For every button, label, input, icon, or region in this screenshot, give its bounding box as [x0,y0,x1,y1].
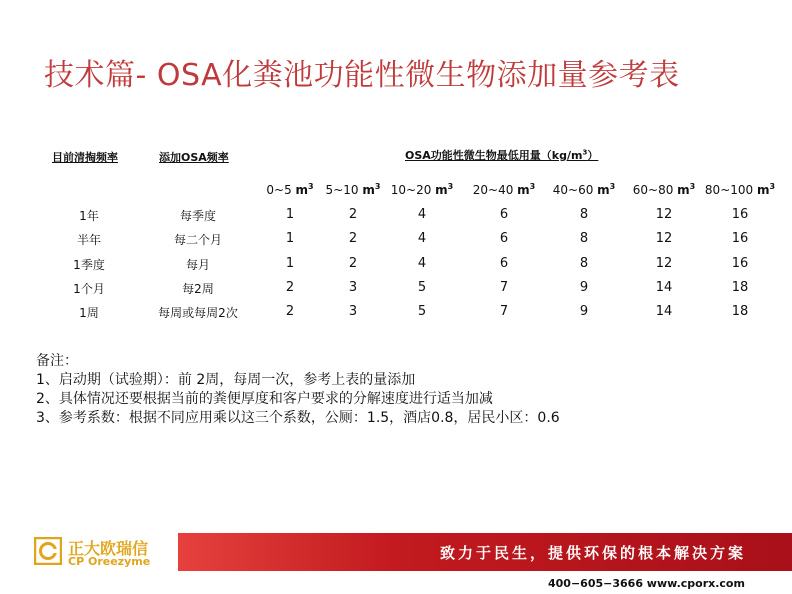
table-cell: 6 [499,207,509,222]
table-cell: 7 [499,280,509,295]
note-item-3: 3、参考系数：根据不同应用乘以这三个系数，公厕：1.5，酒店0.8，居民小区：0.6 [36,410,560,426]
table-cell: 8 [579,207,589,222]
column-header-4 [473,182,536,197]
column-range: 5~10 [325,183,359,197]
row-clean-frequency: 1季度 [73,258,105,272]
table-cell: 7 [499,304,509,319]
table-cell: 3 [348,280,358,295]
table-cell: 12 [655,231,673,246]
header-min-dosage [405,147,598,163]
header-clean-frequency: 目前清掏频率 [52,151,118,164]
row-clean-frequency: 1个月 [73,282,105,296]
row-add-frequency: 每周或每周2次 [158,306,238,320]
column-unit: m [756,183,770,197]
table-cell: 2 [348,207,358,222]
table-cell: 3 [348,304,358,319]
column-unit: m [677,183,690,197]
row-add-frequency: 每季度 [179,209,217,223]
notes-section [36,352,560,428]
header-min-dosage-close: ） [587,149,599,162]
column-unit-sup: 3 [769,182,776,191]
column-range: 0~5 [266,183,292,197]
table-cell: 1 [285,207,295,222]
notes-heading: 备注： [36,353,78,369]
table-cell: 5 [417,280,427,295]
column-unit-sup: 3 [308,182,314,191]
column-range: 10~20 [390,183,432,197]
table-cell: 4 [417,256,427,271]
column-unit: m [597,183,610,197]
row-clean-frequency: 1年 [79,209,99,223]
row-clean-frequency: 1周 [79,306,99,320]
table-cell: 16 [731,207,749,222]
row-add-frequency: 每2周 [182,282,214,296]
column-header-1 [266,182,313,197]
header-min-dosage-text: OSA功能性微生物最低用量（kg/m [405,149,583,162]
table-cell: 12 [655,207,673,222]
row-clean-frequency: 半年 [76,233,102,247]
table-cell: 18 [731,280,749,295]
table-cell: 2 [348,231,358,246]
column-unit: m [435,183,448,197]
column-range: 20~40 [472,183,514,197]
footer-banner [178,533,792,571]
column-unit: m [362,183,375,197]
table-cell: 16 [731,256,749,271]
table-cell: 4 [417,207,427,222]
column-header-6 [633,182,696,197]
table-cell: 9 [579,280,589,295]
table-cell: 9 [579,304,589,319]
table-cell: 1 [285,256,295,271]
company-name-en: CP Oreezyme [68,555,151,568]
company-name-cn: 正大欧瑞信 [68,539,149,558]
table-cell: 14 [655,304,673,319]
table-cell: 2 [285,304,295,319]
table-cell: 2 [285,280,295,295]
table-cell: 16 [731,231,749,246]
column-unit: m [517,183,530,197]
table-cell: 14 [655,280,673,295]
table-cell: 12 [655,256,673,271]
table-cell: 18 [731,304,749,319]
column-unit-sup: 3 [529,182,536,191]
row-add-frequency: 每月 [185,258,211,272]
column-unit-sup: 3 [609,182,616,191]
slide-title: 技术篇- OSA化粪池功能性微生物添加量参考表 [44,58,680,93]
column-header-7 [705,182,775,197]
note-item-2: 2、具体情况还要根据当前的粪便厚度和客户要求的分解速度进行适当加减 [36,391,493,407]
column-header-2 [326,182,381,197]
note-item-1: 1、启动期（试验期）：前 2周，每周一次，参考上表的量添加 [36,372,416,388]
header-min-dosage-sup: 3 [582,148,588,157]
column-range: 60~80 [632,183,674,197]
column-unit-sup: 3 [689,182,696,191]
footer-slogan: 致力于民生，提供环保的根本解决方案 [439,544,746,562]
column-unit: m [295,183,309,197]
header-add-frequency: 添加OSA频率 [159,151,229,164]
column-unit-sup: 3 [374,182,381,191]
table-cell: 1 [285,231,295,246]
table-cell: 5 [417,304,427,319]
table-cell: 4 [417,231,427,246]
table-cell: 2 [348,256,358,271]
row-add-frequency: 每二个月 [173,233,223,247]
table-cell: 8 [579,231,589,246]
company-logo-icon [34,537,62,565]
column-header-3 [391,182,454,197]
footer-contact: 400−605−3666 www.cporx.com [548,577,745,590]
column-range: 40~60 [552,183,594,197]
column-range: 80~100 [704,183,754,197]
table-cell: 6 [499,231,509,246]
table-cell: 6 [499,256,509,271]
table-cell: 8 [579,256,589,271]
column-unit-sup: 3 [447,182,454,191]
column-header-5 [553,182,616,197]
